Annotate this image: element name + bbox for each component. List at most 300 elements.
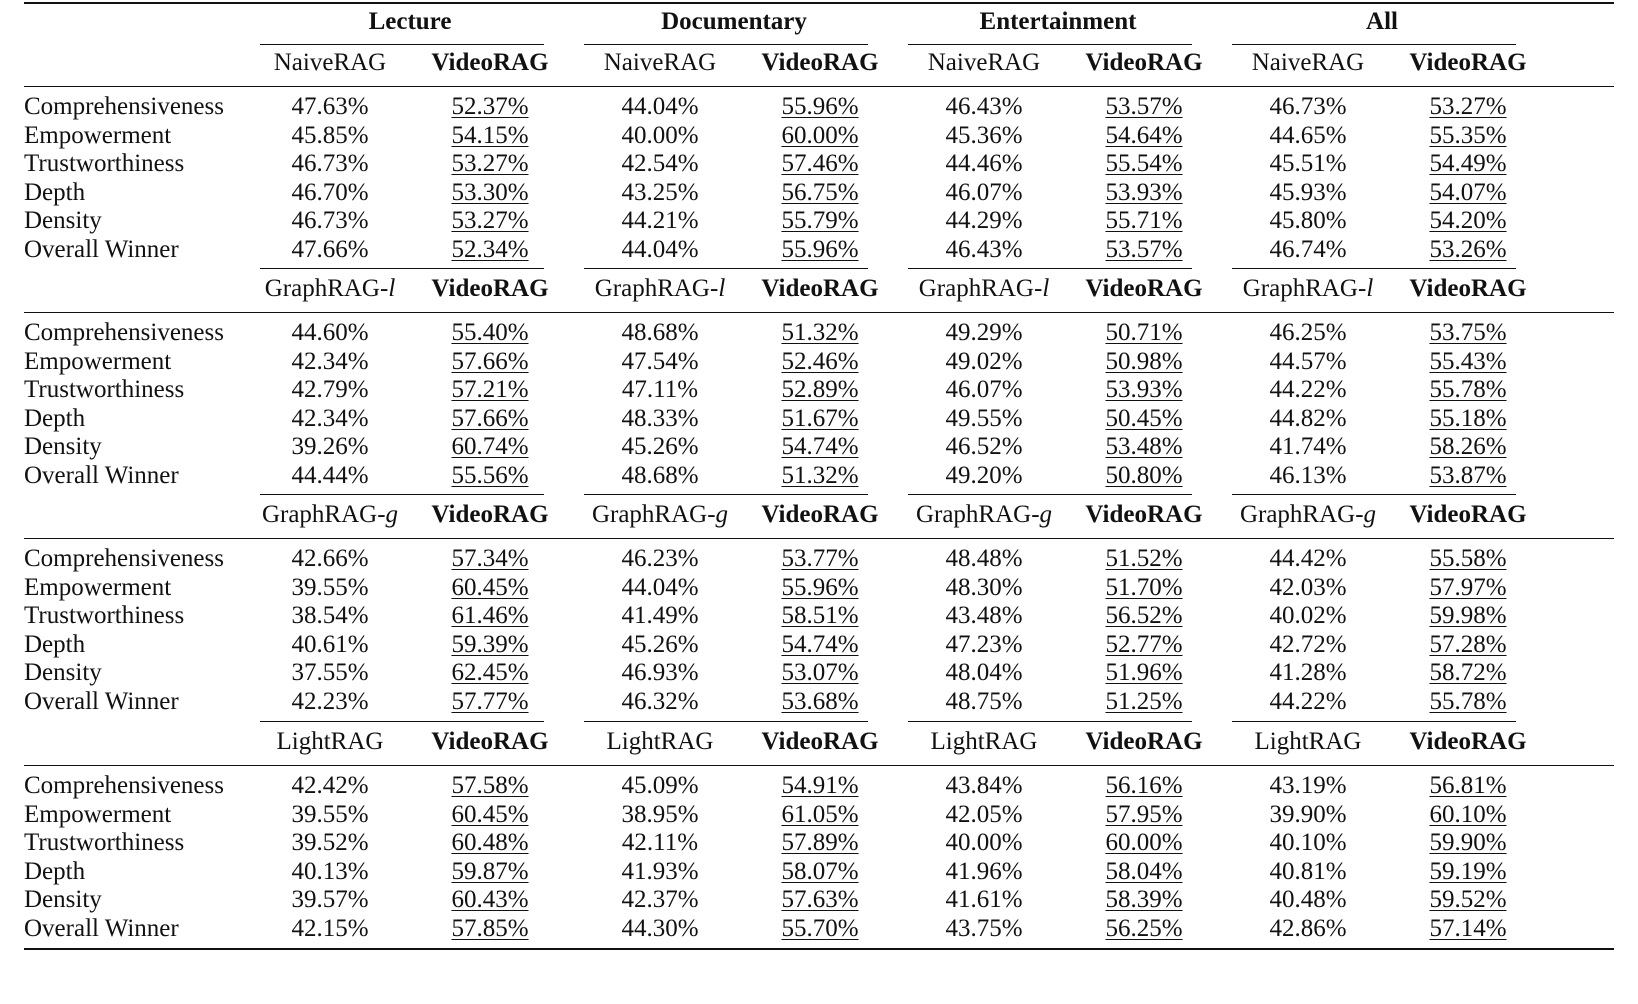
method-value [405,235,575,265]
baseline-value [245,687,415,717]
method-value [1059,630,1229,660]
baseline-name: GraphRAG- [594,275,719,302]
value-text: 40.13% [291,857,369,885]
value-text: 55.43% [1429,347,1507,375]
method-header: VideoRAG [1085,501,1203,528]
baseline-value [1223,828,1393,858]
method-value [1059,432,1229,462]
table-row [24,121,1614,151]
baseline-value [1223,885,1393,915]
baseline-value [575,544,745,574]
value-text: 55.56% [451,462,529,489]
value-text: 53.93% [1105,376,1183,404]
method-value [1059,544,1229,574]
metric-label: Overall Winner [24,462,179,489]
value-text: 52.89% [781,376,859,404]
value-text: 45.80% [1269,207,1347,235]
baseline-value [575,404,745,434]
value-text: 39.57% [291,886,369,914]
metric-label: Depth [24,404,86,432]
value-text: 47.66% [291,236,369,263]
value-text: 44.42% [1269,545,1347,572]
value-text: 57.58% [451,772,529,799]
baseline-value [899,630,1069,660]
metric-label: Comprehensiveness [24,319,224,346]
group-rule [1232,44,1516,45]
value-text: 39.26% [291,433,369,461]
baseline-header [240,500,420,530]
value-text: 55.79% [781,207,859,235]
value-text: 42.66% [291,545,369,572]
value-text: 58.07% [781,857,859,885]
method-header: VideoRAG [431,49,549,76]
value-text: 56.75% [781,178,859,206]
method-header: VideoRAG [431,728,549,755]
table-row [24,601,1614,631]
method-value [1059,92,1229,122]
baseline-value [245,318,415,348]
baseline-value [899,432,1069,462]
baseline-value [575,235,745,265]
value-text: 51.25% [1105,688,1183,715]
value-text: 41.28% [1269,659,1347,687]
method-value [1383,178,1553,208]
baseline-suffix: g [1039,501,1053,528]
value-text: 54.74% [781,630,859,658]
value-text: 55.54% [1105,150,1183,178]
method-value [735,601,905,631]
method-value [735,149,905,179]
metric-label: Overall Winner [24,688,179,715]
baseline-value [899,857,1069,887]
value-text: 53.27% [1429,93,1507,120]
baseline-value [245,178,415,208]
method-value [1059,573,1229,603]
baseline-value [245,432,415,462]
baseline-header [894,48,1074,78]
value-text: 42.79% [291,376,369,404]
method-value [1383,461,1553,491]
value-text: 53.30% [451,178,529,206]
method-value [1059,461,1229,491]
baseline-value [245,461,415,491]
baseline-header [570,500,750,530]
value-text: 45.93% [1269,178,1347,206]
value-text: 56.16% [1105,772,1183,799]
table-row [24,206,1614,236]
value-text: 49.02% [945,347,1023,375]
value-text: 41.74% [1269,433,1347,461]
value-text: 51.70% [1105,573,1183,601]
table-row [24,235,1614,265]
group-rule [584,494,868,495]
baseline-value [1223,121,1393,151]
method-header: VideoRAG [761,728,879,755]
baseline-value [1223,235,1393,265]
value-text: 45.26% [621,433,699,461]
baseline-value [899,178,1069,208]
baseline-value [1223,318,1393,348]
baseline-value [1223,432,1393,462]
method-value [1383,914,1553,944]
value-text: 46.74% [1269,236,1347,263]
group-rule [584,44,868,45]
baseline-value [1223,601,1393,631]
baseline-value [575,914,745,944]
value-text: 57.85% [451,915,529,942]
method-value [1059,885,1229,915]
metric-label: Empowerment [24,800,172,828]
baseline-value [899,347,1069,377]
baseline-value [245,404,415,434]
baseline-value [245,601,415,631]
header-rule [24,538,1614,539]
value-text: 42.11% [621,829,699,857]
value-text: 44.30% [621,915,699,942]
metric-label: Density [24,433,102,461]
baseline-name: GraphRAG- [261,501,386,528]
value-text: 44.04% [621,573,699,601]
method-value [405,544,575,574]
baseline-name: NaiveRAG [1251,49,1365,76]
method-header: VideoRAG [1085,49,1203,76]
value-text: 44.21% [621,207,699,235]
method-value [1383,601,1553,631]
method-value [1059,347,1229,377]
baseline-header [1218,727,1398,757]
method-value [1059,601,1229,631]
metric-label: Empowerment [24,347,172,375]
value-text: 55.96% [781,573,859,601]
metric-label: Trustworthiness [24,150,185,178]
metric-label: Trustworthiness [24,376,185,404]
method-value [735,573,905,603]
value-text: 40.48% [1269,886,1347,914]
group-rule [908,268,1192,269]
value-text: 46.43% [945,93,1023,120]
method-value [405,461,575,491]
baseline-value [575,800,745,830]
method-value [735,885,905,915]
method-value [1383,885,1553,915]
baseline-value [1223,178,1393,208]
baseline-value [899,573,1069,603]
baseline-name: GraphRAG- [1239,501,1364,528]
group-rule [1232,721,1516,722]
baseline-value [899,601,1069,631]
method-value [405,914,575,944]
value-text: 46.13% [1269,462,1347,489]
value-text: 55.18% [1429,404,1507,432]
value-text: 43.25% [621,178,699,206]
value-text: 46.70% [291,178,369,206]
value-text: 56.25% [1105,915,1183,942]
baseline-name: GraphRAG- [264,275,389,302]
value-text: 39.90% [1269,800,1347,828]
value-text: 40.10% [1269,829,1347,857]
baseline-value [575,601,745,631]
value-text: 37.55% [291,659,369,687]
baseline-value [245,235,415,265]
value-text: 43.84% [945,772,1023,799]
baseline-value [575,375,745,405]
group-rule [908,721,1192,722]
value-text: 41.49% [621,602,699,630]
metric-label: Depth [24,857,86,885]
baseline-value [575,658,745,688]
value-text: 56.81% [1429,772,1507,799]
baseline-header [1218,48,1398,78]
table-row [24,828,1614,858]
method-value [735,318,905,348]
value-text: 53.57% [1105,93,1183,120]
group-rule [1232,268,1516,269]
value-text: 46.73% [291,150,369,178]
value-text: 38.95% [621,800,699,828]
value-text: 51.52% [1105,545,1183,572]
method-value [1383,235,1553,265]
metric-label: Trustworthiness [24,602,185,630]
method-value [405,432,575,462]
table-row [24,404,1614,434]
value-text: 44.46% [945,150,1023,178]
value-text: 41.96% [945,857,1023,885]
group-rule [584,268,868,269]
method-value [1383,771,1553,801]
value-text: 46.23% [621,545,699,572]
value-text: 45.51% [1269,150,1347,178]
value-text: 55.96% [781,236,859,263]
method-value [1059,121,1229,151]
value-text: 57.89% [781,829,859,857]
group-rule [908,44,1192,45]
group-rule [260,44,544,45]
table-row [24,630,1614,660]
baseline-value [899,658,1069,688]
table-row [24,347,1614,377]
value-text: 44.22% [1269,688,1347,715]
baseline-header [240,727,420,757]
baseline-value [575,149,745,179]
group-header: Lecture [368,8,452,35]
value-text: 50.80% [1105,462,1183,489]
baseline-name: NaiveRAG [603,49,717,76]
value-text: 39.55% [291,800,369,828]
method-header: VideoRAG [431,275,549,302]
value-text: 59.87% [451,857,529,885]
baseline-suffix: g [385,501,399,528]
method-value [405,771,575,801]
method-value [405,630,575,660]
method-value [405,318,575,348]
method-header: VideoRAG [431,501,549,528]
baseline-value [1223,630,1393,660]
baseline-value [1223,149,1393,179]
value-text: 42.05% [945,800,1023,828]
method-value [735,687,905,717]
method-value [405,347,575,377]
value-text: 39.55% [291,573,369,601]
value-text: 59.90% [1429,829,1507,857]
metric-label: Trustworthiness [24,829,185,857]
baseline-value [899,828,1069,858]
method-value [735,121,905,151]
metric-label: Density [24,659,102,687]
baseline-value [1223,800,1393,830]
method-value [1383,92,1553,122]
value-text: 50.98% [1105,347,1183,375]
baseline-suffix: l [718,275,726,302]
method-value [1059,800,1229,830]
baseline-value [245,828,415,858]
value-text: 44.04% [621,93,699,120]
group-rule [260,721,544,722]
value-text: 39.52% [291,829,369,857]
baseline-value [899,375,1069,405]
baseline-name: GraphRAG- [1242,275,1367,302]
method-header: VideoRAG [1085,275,1203,302]
method-value [1383,121,1553,151]
method-header: VideoRAG [1409,501,1527,528]
value-text: 57.21% [451,376,529,404]
value-text: 48.04% [945,659,1023,687]
value-text: 53.48% [1105,433,1183,461]
baseline-header [570,274,750,304]
value-text: 44.29% [945,207,1023,235]
method-value [405,857,575,887]
value-text: 48.33% [621,404,699,432]
value-text: 43.48% [945,602,1023,630]
value-text: 53.26% [1429,236,1507,263]
metric-label: Density [24,207,102,235]
method-value [735,178,905,208]
group-rule [584,721,868,722]
table-row [24,178,1614,208]
value-text: 60.45% [451,800,529,828]
baseline-value [245,121,415,151]
value-text: 47.23% [945,630,1023,658]
baseline-value [575,630,745,660]
method-value [735,206,905,236]
method-value [735,630,905,660]
method-value [1383,149,1553,179]
value-text: 46.73% [291,207,369,235]
baseline-header [894,727,1074,757]
value-text: 50.45% [1105,404,1183,432]
method-header: VideoRAG [1085,728,1203,755]
baseline-value [1223,857,1393,887]
baseline-value [575,347,745,377]
value-text: 44.82% [1269,404,1347,432]
value-text: 43.19% [1269,772,1347,799]
value-text: 46.93% [621,659,699,687]
value-text: 41.93% [621,857,699,885]
method-value [1059,687,1229,717]
method-value [405,404,575,434]
value-text: 38.54% [291,602,369,630]
baseline-value [1223,658,1393,688]
table-row [24,149,1614,179]
method-value [1383,206,1553,236]
metric-label: Empowerment [24,573,172,601]
baseline-suffix: l [1366,275,1374,302]
method-value [1383,347,1553,377]
group-rule [1232,494,1516,495]
baseline-value [1223,206,1393,236]
table-row [24,885,1614,915]
value-text: 55.58% [1429,545,1507,572]
value-text: 57.66% [451,347,529,375]
baseline-name: LightRAG [1254,728,1362,755]
value-text: 42.03% [1269,573,1347,601]
value-text: 49.29% [945,319,1023,346]
value-text: 58.51% [781,602,859,630]
method-value [405,206,575,236]
table-row [24,461,1614,491]
baseline-value [245,206,415,236]
baseline-value [245,658,415,688]
value-text: 44.65% [1269,121,1347,149]
header-rule [24,86,1614,87]
baseline-name: GraphRAG- [591,501,716,528]
group-header: Documentary [661,8,807,35]
baseline-suffix: g [1363,501,1377,528]
value-text: 45.09% [621,772,699,799]
value-text: 60.45% [451,573,529,601]
value-text: 53.27% [451,207,529,235]
baseline-name: LightRAG [276,728,384,755]
header-rule [24,765,1614,766]
group-header: All [1366,8,1398,35]
baseline-value [899,885,1069,915]
value-text: 55.40% [451,319,529,346]
baseline-header [894,500,1074,530]
value-text: 60.43% [451,886,529,914]
baseline-value [575,318,745,348]
value-text: 58.72% [1429,659,1507,687]
value-text: 57.46% [781,150,859,178]
metric-label: Density [24,886,102,914]
baseline-value [1223,375,1393,405]
baseline-value [575,206,745,236]
value-text: 55.78% [1429,688,1507,715]
value-text: 45.26% [621,630,699,658]
value-text: 61.46% [451,602,529,630]
value-text: 40.61% [291,630,369,658]
method-value [1383,630,1553,660]
method-value [735,771,905,801]
baseline-value [575,121,745,151]
value-text: 53.75% [1429,319,1507,346]
table-row [24,318,1614,348]
metric-label: Overall Winner [24,915,179,942]
method-value [1383,432,1553,462]
baseline-suffix: g [715,501,729,528]
table-row [24,914,1614,944]
method-value [405,92,575,122]
method-value [735,432,905,462]
group-header: Entertainment [979,8,1137,35]
method-value [1059,375,1229,405]
baseline-value [1223,573,1393,603]
metric-label: Comprehensiveness [24,772,224,799]
value-text: 55.71% [1105,207,1183,235]
method-value [405,885,575,915]
value-text: 54.64% [1105,121,1183,149]
metric-label: Overall Winner [24,236,179,263]
value-text: 47.11% [621,376,699,404]
baseline-value [899,800,1069,830]
